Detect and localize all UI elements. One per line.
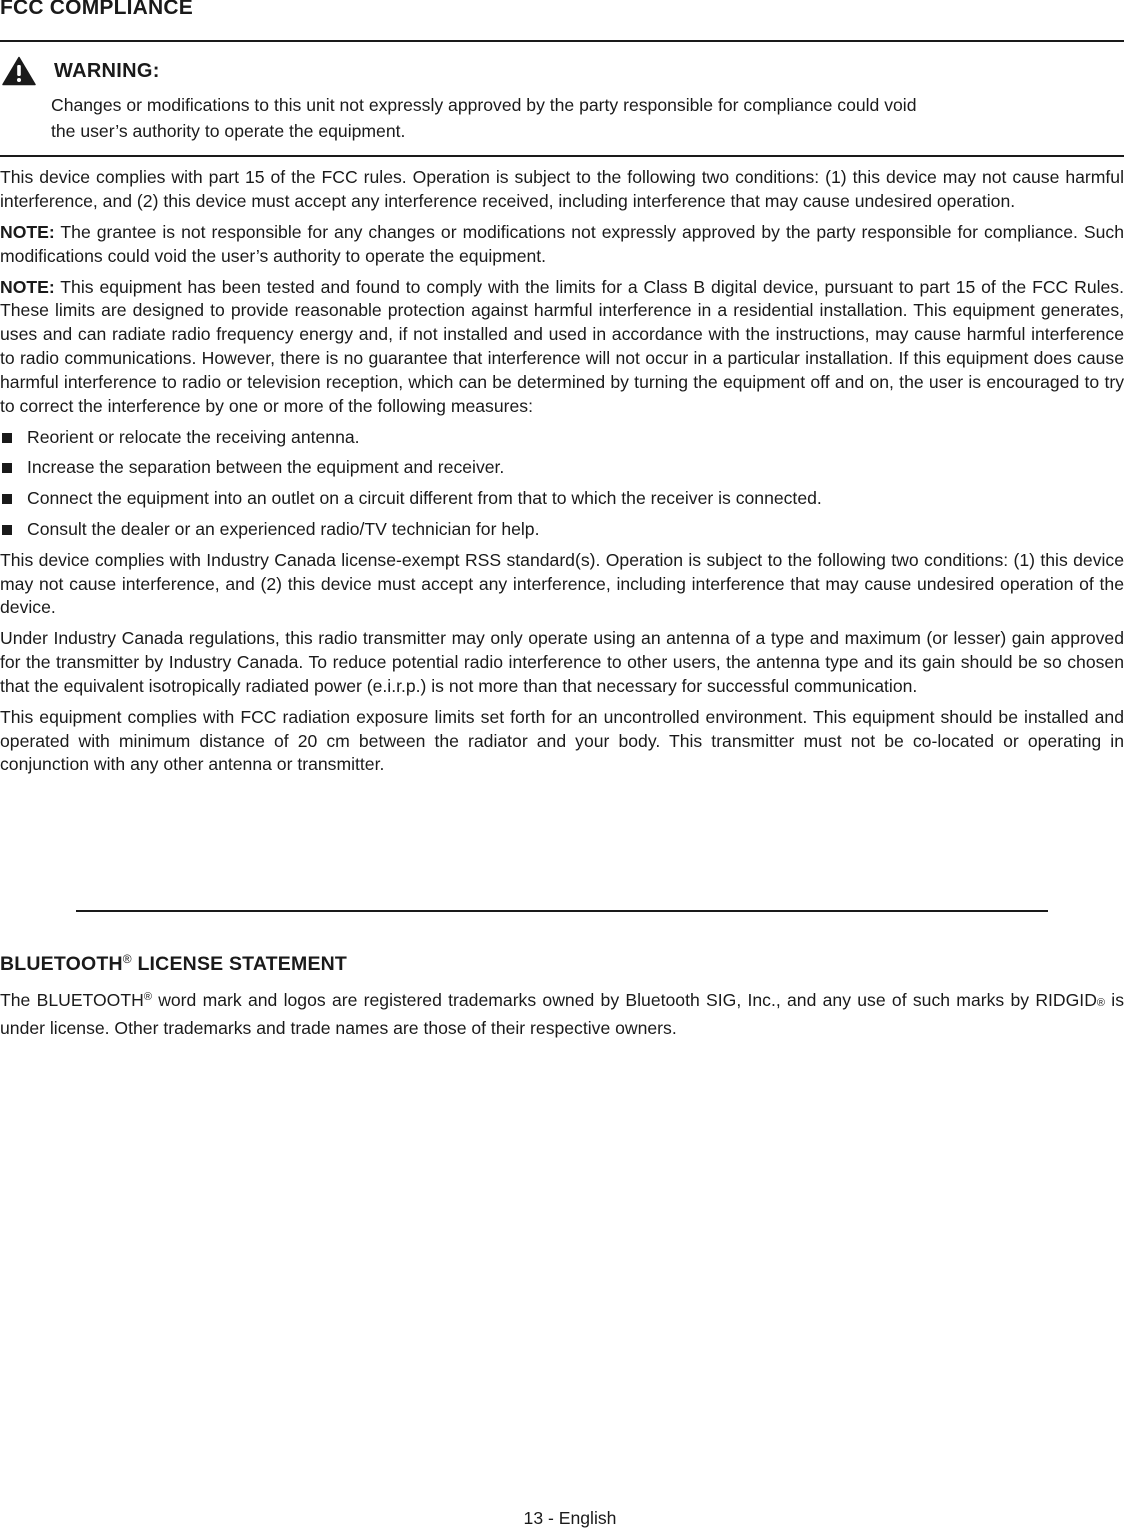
list-item-text: Increase the separation between the equipment and receiver.: [27, 457, 505, 478]
note-label: NOTE:: [0, 221, 55, 242]
square-bullet-icon: [2, 463, 12, 473]
list-item-text: Reorient or relocate the receiving antenna.: [27, 426, 360, 447]
page-number: 13 - English: [523, 1508, 617, 1528]
square-bullet-icon: [2, 433, 12, 443]
note-text: This equipment has been tested and found to comply with the limits for a Class B digital device, pursuant to part 15 of the FCC Rules. These limits are designed to provide reasonable protection against harmful interference in a residential installation. This equipment generates, uses and can radiate radio frequency energy and, if not installed and used in accordance with the instructions, may cause harmful interference to radio communications. However, there is no guarantee that interference will not occur in a particular installation. If this equipment does cause harmful interference to radio or television reception, which can be determined by turning the equipment off and on, the user is encouraged to try to correct the interference by one or more of the following measures:: [0, 276, 1124, 416]
registered-mark: ®: [1096, 997, 1106, 1009]
list-item-text: Connect the equipment into an outlet on a circuit different from that to which the receiver is connected.: [27, 488, 822, 509]
note-label: NOTE:: [0, 276, 55, 297]
ic-regulations-paragraph: Under Industry Canada regulations, this radio transmitter may only operate using an antenna of a type and maximum (or lesser) gain approved for the transmitter by Industry Canada. To reduce potential radio interference to other users, the antenna type and its gain should be so chosen that the equivalent isotropically radiated power (e.i.r.p.) is not more than that necessary for successful communication.: [0, 628, 1124, 696]
fcc-intro-paragraph: This device complies with part 15 of the FCC rules. Operation is subject to the following two conditions: (1) this device may not cause harmful interference, and (2) this device must accept any interference received, including interference that may cause undesired operation.: [0, 167, 1124, 211]
bluetooth-title-rest: LICENSE STATEMENT: [131, 953, 348, 975]
measures-list: [0, 426, 1124, 542]
bluetooth-text: is under license. Other trademarks and trade names are those of their respective owners.: [0, 990, 1124, 1038]
list-item: [0, 518, 1124, 542]
top-rule: [0, 40, 1124, 42]
bluetooth-license-paragraph: [0, 985, 1124, 1041]
square-bullet-icon: [2, 494, 12, 504]
fcc-body: [0, 166, 1124, 784]
page-title: FCC COMPLIANCE: [0, 0, 193, 19]
warning-bottom-rule: [0, 155, 1124, 157]
section-divider: [76, 910, 1048, 912]
list-item-text: Consult the dealer or an experienced radio/TV technician for help.: [27, 518, 540, 539]
rf-exposure-paragraph: This equipment complies with FCC radiation exposure limits set forth for an uncontrolled environment. This equipment should be installed and operated with minimum distance of 20 cm between the radiator and your body. This transmitter must not be co-located or operating in conjunction with any other antenna or transmitter.: [0, 706, 1124, 775]
registered-mark: ®: [122, 952, 132, 966]
warning-label: WARNING:: [54, 59, 160, 82]
registered-mark: ®: [143, 991, 152, 1003]
list-item: [0, 426, 1124, 450]
note-paragraph: [0, 276, 1124, 419]
bluetooth-title-text: BLUETOOTH: [0, 953, 123, 975]
warning-text: [51, 92, 1111, 144]
list-item: [0, 487, 1124, 511]
note-text: The grantee is not responsible for any changes or modifications not expressly approved by the party responsible for compliance. Such modifications could void the user’s authority to operate the equipment.: [0, 221, 1124, 266]
bluetooth-text: The BLUETOOTH: [0, 990, 144, 1010]
square-bullet-icon: [2, 525, 12, 535]
note-paragraph: [0, 221, 1124, 269]
ic-statement-paragraph: This device complies with Industry Canada license-exempt RSS standard(s). Operation is subject to the following two conditions: (1) this device may not cause interference, and (2) this device must accept any interference, including interference that may cause undesired operation of the device.: [0, 549, 1124, 618]
bluetooth-text: word mark and logos are registered trademarks owned by Bluetooth SIG, Inc., and any use of such marks by RIDGID: [151, 990, 1097, 1010]
warning-triangle-icon: [2, 56, 36, 86]
list-item: [0, 456, 1124, 480]
warning-header: [2, 56, 160, 86]
bluetooth-section-title: [0, 952, 347, 976]
warning-text-line: Changes or modifications to this unit not expressly approved by the party responsible for compliance could void: [51, 95, 917, 115]
warning-text-line: the user’s authority to operate the equipment.: [51, 121, 406, 141]
